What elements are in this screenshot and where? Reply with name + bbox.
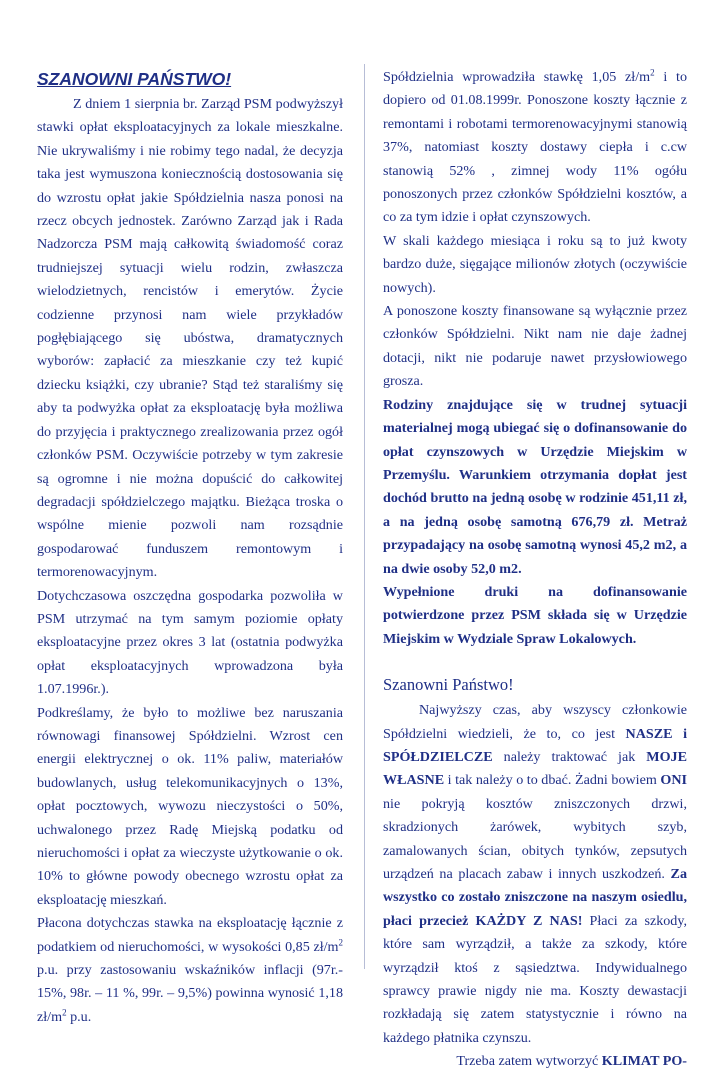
right-paragraph-2: W skali każdego miesiąca i roku są to już kwoty bardzo duże, sięgające milionów złotych (oczywiście nowych). xyxy=(383,232,687,296)
right-p6-emphasis-oni: ONI xyxy=(660,772,687,789)
right-p1-superscript: 2 xyxy=(650,67,655,78)
right-p6-text-a: Najwyższy czas, aby wszyscy członkowie Spółdzielni wiedzieli, że to, co jest xyxy=(383,702,687,742)
right-p6-text-g: nie pokryją kosztów zniszczonych drzwi, skradzionych żarówek, wybitych szyb, zamalowanych ścian, obitych tynków, zepsutych urządzeń na placach zabaw i innych uszkodzeń. xyxy=(383,795,687,882)
right-column xyxy=(383,66,687,1074)
left-column xyxy=(37,66,343,1029)
left-p4-superscript-2: 2 xyxy=(62,1007,67,1018)
right-p1-text-b: i to dopiero od 01.08.1999r. Ponoszone koszty łącznie z remontami i robotami termorenowacyjnymi stanowią 37%, natomiast koszty dostawy ciepła i c.cw stanowią 52% , zimnej wody 11% ogółu ponoszonych przez członków Spółdzielni kosztów, a co za tym idzie i opłat czynszowych. xyxy=(383,69,687,226)
section-heading: Szanowni Państwo! xyxy=(383,675,514,695)
left-p4-text-a: Płacona dotychczas stawka na eksploatację łącznie z podatkiem od nieruchomości, w wysokości 0,85 zł/m xyxy=(37,915,343,955)
right-p6-emphasis-kazdy: Za wszystko co zostało zniszczone na naszym osiedlu, płaci przecież KAŻDY Z NAS! xyxy=(383,866,687,929)
right-paragraph-7 xyxy=(383,1050,687,1073)
right-p7-emphasis-klimat: KLIMAT PO- xyxy=(601,1053,687,1070)
right-paragraph-1 xyxy=(383,66,687,230)
left-p4-text-c: p.u. xyxy=(66,1008,92,1025)
right-paragraph-3: A ponoszone koszty finansowane są wyłącznie przez członków Spółdzielni. Nikt nam nie daje żadnej dotacji, nikt nie podaruje nawet przysłowiowego grosza. xyxy=(383,303,687,390)
application-notice: Wypełnione druki na dofinansowanie potwierdzone przez PSM składa się w Urzędzie Miejskim w Wydziale Spraw Lokalowych. xyxy=(383,583,687,647)
right-p6-text-i: Płaci za szkody, które sam wyrządził, a także za szkody, które wyrządził ktoś z sąsiedztwa. Indywidualnego sprawcy prawie nigdy nie ma. Koszty dewastacji rozkładają się zatem statystycznie i równo na każdego płatnika czynszu. xyxy=(383,912,687,1046)
page-heading: SZANOWNI PAŃSTWO! xyxy=(37,69,232,89)
left-paragraph-2: Dotychczasowa oszczędna gospodarka pozwoliła w PSM utrzymać na tym samym poziomie opłaty eksploatacyjne przez okres 3 lat (ostatnia podwyżka opłat eksploatacyjnych wprowadzona była 1.07.1996r.). xyxy=(37,587,343,698)
left-paragraph-4 xyxy=(37,912,343,1029)
left-paragraph-1: Z dniem 1 sierpnia br. Zarząd PSM podwyższył stawki opłat eksploatacyjnych za lokale mieszkalne. Nie ukrywaliśmy i nie robimy tego nadal, że decyzja taka jest wymuszona koniecznością dostosowania się do wzrostu opłat jakie Spółdzielnia nasza ponosi na rzecz obcych jednostek. Zarówno Zarząd jak i Rada Nadzorcza PSM mają całkowitą świadomość coraz trudniejszej sytuacji wielu rodzin, zwłaszcza wielodzietnych, rencistów i emerytów. Życie codzienne przynosi nam wiele przykładów pogłębiającego się ubóstwa, dramatycznych wyborów: zapłacić za mieszkanie czy też kupić dziecku książki, czy ubranie? Stąd też staraliśmy się aby ta podwyżka opłat za eksploatację była możliwa do przyjęcia i praktycznego zrealizowania przez ogół członków PSM. Oczywiście potrzeby w tym zakresie są ogromne i nie można dopuścić do całkowitej degradacji spółdzielczego majątku. Bieżąca troska o wspólne mienie pozwoli nam rozsądnie gospodarować funduszem remontowym i termorenowacyjnym. xyxy=(37,96,343,581)
left-p4-text-b: p.u. przy zastosowaniu wskaźników inflacji (97r.- 15%, 98r. – 11 %, 99r. – 9,5%) powinna wynosić 1,18 zł/m xyxy=(37,962,343,1025)
right-p6-emphasis-nasze: NASZE i SPÓŁDZIELCZE xyxy=(383,725,688,765)
right-paragraph-6 xyxy=(383,699,687,1050)
right-p6-emphasis-moje: MOJE WŁASNE xyxy=(383,748,687,789)
column-divider xyxy=(364,64,365,969)
left-p4-superscript-1: 2 xyxy=(338,936,343,947)
subsidy-notice: Rodziny znajdujące się w trudnej sytuacji materialnej mogą ubiegać się o dofinansowanie do opłat czynszowych w Urzędzie Miejskim w Przemyślu. Warunkiem otrzymania dopłat jest dochód brutto na jedną osobę w rodzinie 451,11 zł, a na jedną osobę samotną 676,79 zł. Metraż przypadający na osobę samotną wynosi 45,2 m2, a na dwie osoby 52,0 m2. xyxy=(383,396,687,577)
left-paragraph-3: Podkreślamy, że było to możliwe bez naruszania równowagi finansowej Spółdzielni. Wzrost cen energii elektrycznej o ok. 11% paliw, materiałów budowlanych, usług telekomunikacyjnych o 13%, opłat pocztowych, wywozu nieczystości o 50%, uchwalonego przez Radę Miejską podatku od nieruchomości i opłat za wieczyste użytkowanie o ok. 10% to główne powody obecnego wzrostu opłat za eksploatację mieszkań. xyxy=(37,704,343,908)
right-p6-text-c: należy traktować jak xyxy=(492,748,647,765)
right-p1-text-a: Spółdzielnia wprowadziła stawkę 1,05 zł/m xyxy=(383,69,651,85)
right-p6-text-e: i tak należy o to dbać. Żadni bowiem xyxy=(444,772,661,789)
right-p7-text-a: Trzeba zatem wytworzyć xyxy=(456,1053,602,1070)
